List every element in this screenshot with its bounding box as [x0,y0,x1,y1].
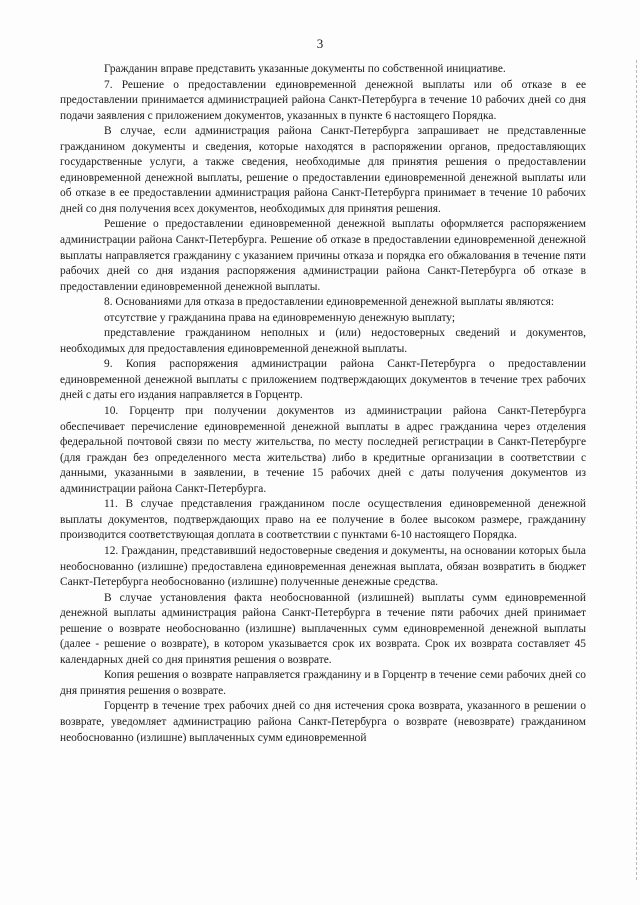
paragraph-item-10: 10. Горцентр при получении документов из администрации района Санкт-Петербурга обеспечивает перечисление единовременной денежной выплаты в адрес гражданина через отделения федеральной почтовой связи по месту жительства, по месту последней регистрации в Санкт-Петербурге (для граждан без определенного места жительства) либо в кредитные организации в соответствии с данными, указанными в заявлении, в течение 15 рабочих дней с даты получения документов из администрации района Санкт-Петербурга. [60,405,586,495]
paragraph-decision-form: Решение о предоставлении единовременной денежной выплаты оформляется распоряжением администрации района Санкт-Петербурга. Решение об отказе в предоставлении единовременной денежной выплаты направляется гражданину с указанием причины отказа и порядка его обжалования в течение пяти рабочих дней со дня издания распоряжения администрации района Санкт-Петербурга об отказе в предоставлении единовременной денежной выплаты. [60,218,586,293]
paragraph-item-8: 8. Основаниями для отказа в предоставлении единовременной денежной выплаты являются: [104,296,555,309]
paragraph-overpayment: В случае установления факта необоснованной (излишней) выплаты сумм единовременной денежной выплаты администрация района Санкт-Петербурга в течение пяти рабочих дней принимает решение о возврате необоснованно (излишне) выплаченных сумм единовременной денежной выплаты (далее - решение о возврате), в котором указывается срок их возврата. Срок их возврата составляет 45 календарных дней со дня принятия решения о возврате. [60,591,586,666]
paragraph-refusal-reason-1: отсутствие у гражданина права на единовременную денежную выплату; [104,311,456,324]
paragraph-request-case: В случае, если администрация района Санкт-Петербурга запрашивает не представленные гражданином документы и сведения, которые находятся в распоряжении органов, предоставляющих государственные услуги, а также сведения, необходимые для принятия решения о предоставлении единовременной денежной выплаты, решение о предоставлении единовременной денежной выплаты или об отказе в ее предоставлении администрация района Санкт-Петербурга принимает в течение 10 рабочих дней со дня получения всех документов, необходимых для принятия решения. [60,125,586,215]
paragraph-decision-copy: Копия решения о возврате направляется гражданину и в Горцентр в течение семи рабочих дней со дня принятия решения о возврате. [60,669,586,697]
page-number: 3 [316,36,324,51]
paragraph-item-11: 11. В случае представления гражданином после осуществления единовременной денежной выплаты документов, подтверждающих право на ее получение в более высоком размере, гражданину производится соответствующая доплата в соответствии с пунктами 6-10 настоящего Порядка. [60,498,586,542]
paragraph-item-12: 12. Гражданин, представивший недостоверные сведения и документы, на основании которых была необоснованно (излишне) предоставлена единовременная денежная выплата, обязан возвратить в бюджет Санкт-Петербурга необоснованно (излишне) полученные денежные средства. [60,544,586,589]
paragraph-gorcentr-notify: Горцентр в течение трех рабочих дней со дня истечения срока возврата, указанного в решении о возврате, уведомляет администрацию района Санкт-Петербурга о возврате (невозврате) гражданином необоснованно (излишне) выплаченных сумм единовременной [60,700,586,744]
scan-edge-divider [636,60,640,880]
paragraph-refusal-reason-2: представление гражданином неполных и (или) недостоверных сведений и документов, необходимых для предоставления единовременной денежной выплаты. [60,327,586,355]
paragraph-documents-initiative: Гражданин вправе представить указанные документы по собственной инициативе. [104,63,506,75]
paragraph-item-9: 9. Копия распоряжения администрации района Санкт-Петербурга о предоставлении единовременной денежной выплаты с приложением подтверждающих документов в течение трех рабочих дней с даты его издания направляется в Горцентр. [60,358,586,402]
document-body [60,62,586,746]
paragraph-item-7: 7. Решение о предоставлении единовременной денежной выплаты или об отказе в ее предоставлении принимается администрацией района Санкт-Петербурга в течение 10 рабочих дней со дня подачи заявления с приложением документов, указанных в пункте 6 настоящего Порядка. [60,78,586,122]
